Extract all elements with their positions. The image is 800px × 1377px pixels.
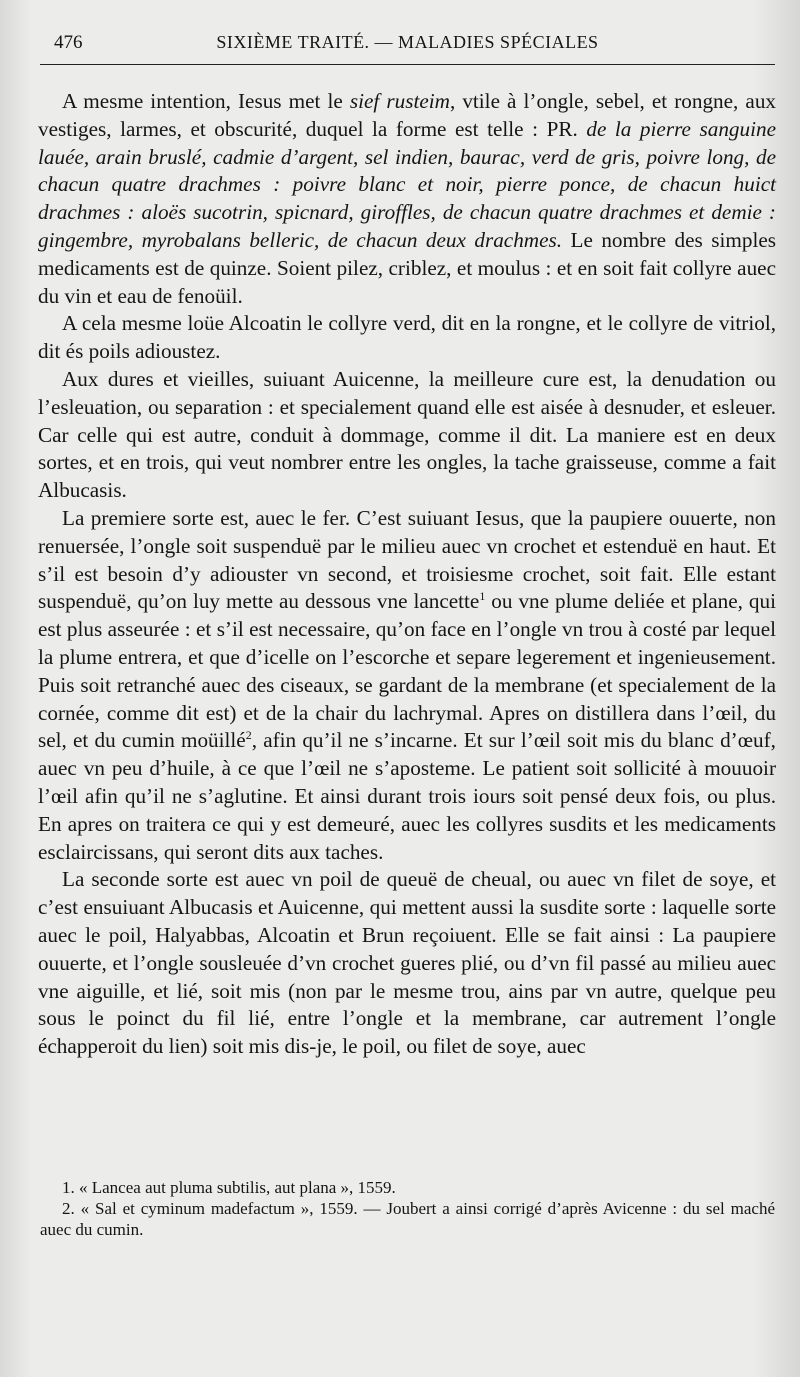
footnote: 2. « Sal et cyminum madefactum », 1559. — Joubert a ainsi corrigé d’après Avicenne : du sel maché auec du cumin.: [40, 1199, 775, 1239]
text-segment: ou vne plume deliée et plane, qui est plus asseurée : et s’il est necessaire, qu’on face en l’ongle vn trou à costé par lequel la plume entrera, et que d’icelle on l’escorche et separe legerement et ingenieusement. Puis soit retranché auec des ciseaux, se gardant de la membrane (et specialement de la cornée, comme dit est) et de la chair du lachrymal. Apres on distillera dans l’œil, du sel, et du cumin moüillé: [38, 589, 776, 753]
footnote-ref: 1: [479, 589, 486, 604]
paragraph: [38, 88, 776, 310]
paragraph: [38, 366, 776, 505]
text-segment: , vtile à l’ongle, sebel, et rongne, aux vestiges, larmes, et obscurité, duquel la forme est telle : PR.: [38, 89, 777, 141]
italic-text: sief rusteim: [349, 89, 450, 113]
footnotes: [40, 1177, 775, 1240]
text-segment: , afin qu’il ne s’incarne. Et sur l’œil soit mis du blanc d’œuf, auec vn peu d’huile, à ce que l’œil ne s’aposteme. Le patient soit sollicité à mouuoir l’œil afin qu’il ne s’aglutine. Et ainsi durant trois iours soit pensé deux fois, ou plus. En apres on traitera ce qui y est demeuré, auec les collyres susdits et les medicaments esclaircissans, qui seront dits aux taches.: [38, 728, 776, 864]
text-segment: La premiere sorte est, auec le fer. C’est suiuant Iesus, que la paupiere ouuerte, non renuersée, l’ongle soit suspenduë par le milieu auec vn crochet et estenduë en haut. Et s’il est besoin d’y adiouster vn second, et troisiesme crochet, soit fait. Elle estant suspenduë, qu’on luy mette au dessous vne lancette: [38, 505, 776, 614]
running-header: [40, 30, 775, 60]
text-segment: Aux dures et vieilles, suiuant Auicenne, la meilleure cure est, la denudation ou l’esleuation, ou separation : et specialement quand elle est aisée à desnuder, et esleuer. Car celle qui est autre, conduit à dommage, comme il dit. La maniere est en deux sortes, et en trois, qui veut nombrer entre les ongles, la tache graisseuse, comme a fait Albucasis.: [38, 366, 776, 503]
header-rule: [40, 64, 775, 65]
text-segment: A mesme intention, Iesus met le: [62, 89, 350, 113]
text-segment: A cela mesme loüe Alcoatin le collyre verd, dit en la rongne, et le collyre de vitriol, dit és poils adioustez.: [38, 311, 776, 364]
text-segment: Le nombre des simples medicaments est de quinze. Soient pilez, criblez, et moulus : et en soit fait collyre auec du vin et eau de fenoüil.: [38, 227, 776, 308]
footnote: 1. « Lancea aut pluma subtilis, aut plana », 1559.: [62, 1178, 396, 1197]
paragraph: [38, 505, 776, 866]
page-number: 476: [54, 32, 83, 53]
italic-text: de la pierre sanguine lauée, arain bruslé, cadmie d’argent, sel indien, baurac, verd de gris, poivre long, de chacun quatre drachmes : poivre blanc et noir, pierre ponce, de chacun huict drachmes : aloës sucotrin, spicnard, giroffles, de chacun quatre drachmes et demie : gingembre, myrobalans belleric, de chacun deux drachmes.: [38, 116, 776, 252]
paragraph: [38, 310, 776, 366]
footnote-ref: 2: [245, 728, 252, 743]
running-title: SIXIÈME TRAITÉ. — MALADIES SPÉCIALES: [216, 32, 599, 52]
paragraph: [38, 866, 776, 1061]
body-text: [38, 88, 776, 1061]
text-segment: La seconde sorte est auec vn poil de queuë de cheual, ou auec vn filet de soye, et c’est ensuiuant Albucasis et Auicenne, qui mettent aussi la susdite sorte : laquelle sorte auec le poil, Halyabbas, Alcoatin et Brun reçoiuent. Elle se fait ainsi : La paupiere ouuerte, et l’ongle sousleuée d’vn crochet gueres plié, ou d’vn fil passé au milieu auec vne aiguille, et lié, soit mis (non par le mesme trou, ains par vn autre, quelque peu sous le poinct du fil lié, entre l’ongle et la membrane, car autrement l’ongle échapperoit du lien) soit mis dis-je, le poil, ou filet de soye, auec: [38, 867, 776, 1059]
